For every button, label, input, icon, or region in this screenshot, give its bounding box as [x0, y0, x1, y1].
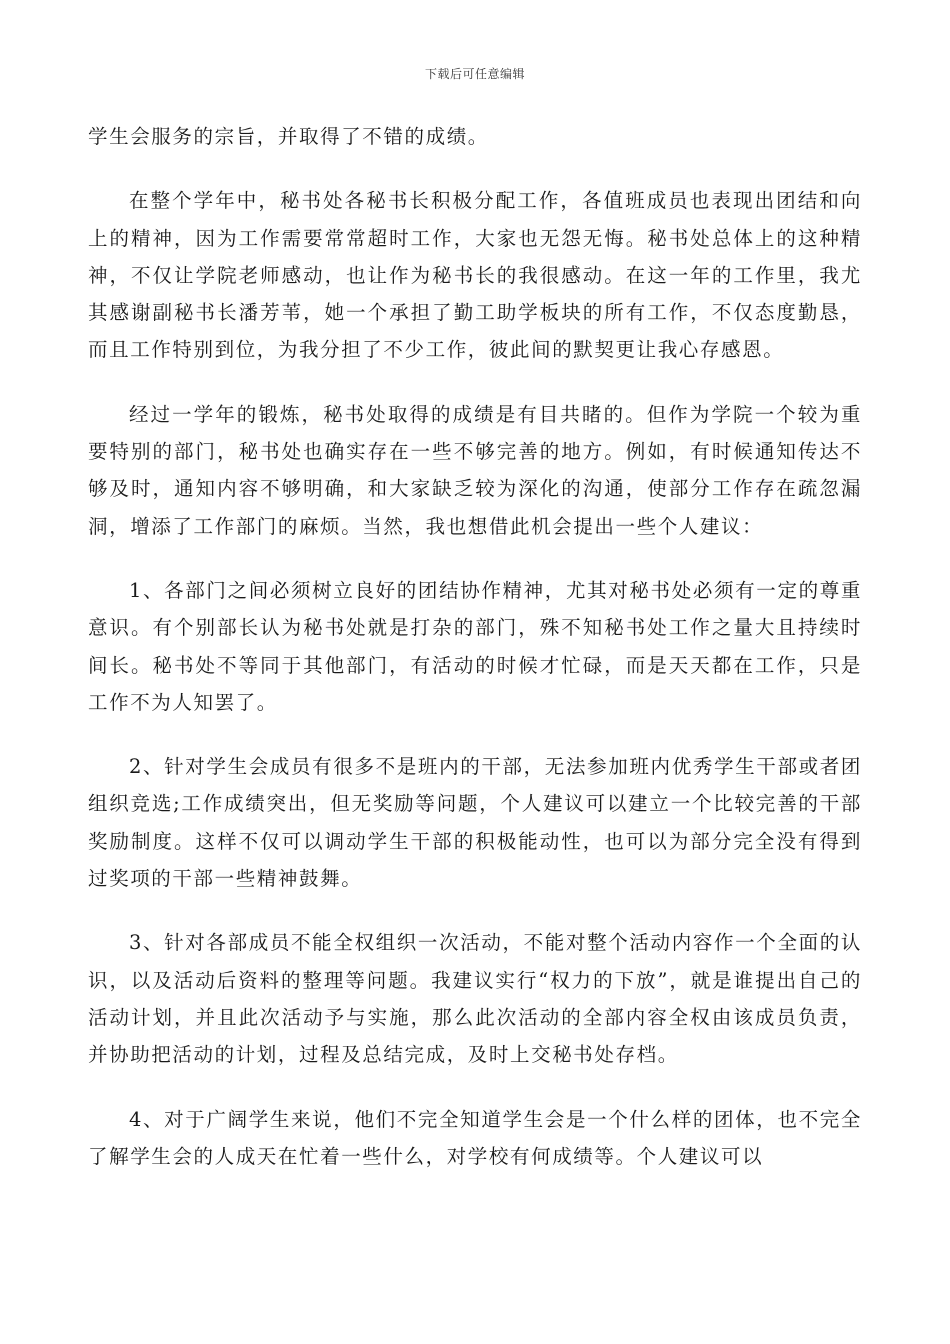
page-header: 下载后可任意编辑 — [424, 67, 525, 81]
document-body — [88, 118, 862, 1202]
paragraph-6: 3、针对各部成员不能全权组织一次活动，不能对整个活动内容作一个全面的认识，以及活动后资料的整理等问题。我建议实行“权力的下放”，就是谁提出自己的活动计划，并且此次活动予与实施，那么此次活动的全部内容全权由该成员负责，并协助把活动的计划，过程及总结完成，及时上交秘书处存档。 — [88, 931, 862, 1067]
paragraph-1: 学生会服务的宗旨，并取得了不错的成绩。 — [88, 125, 489, 148]
paragraph-7: 4、对于广阔学生来说，他们不完全知道学生会是一个什么样的团体，也不完全了解学生会的人成天在忙着一些什么，对学校有何成绩等。个人建议可以 — [88, 1107, 862, 1168]
paragraph-5: 2、针对学生会成员有很多不是班内的干部，无法参加班内优秀学生干部或者团组织竞选;工作成绩突出，但无奖励等问题，个人建议可以建立一个比较完善的干部奖励制度。这样不仅可以调动学生干部的积极能动性，也可以为部分完全没有得到过奖项的干部一些精神鼓舞。 — [88, 755, 862, 891]
paragraph-2: 在整个学年中，秘书处各秘书长积极分配工作，各值班成员也表现出团结和向上的精神，因为工作需要常常超时工作，大家也无怨无悔。秘书处总体上的这种精神，不仅让学院老师感动，也让作为秘书长的我很感动。在这一年的工作里，我尤其感谢副秘书长潘芳苇，她一个承担了勤工助学板块的所有工作，不仅态度勤恳，而且工作特别到位，为我分担了不少工作，彼此间的默契更让我心存感恩。 — [88, 189, 862, 362]
paragraph-4: 1、各部门之间必须树立良好的团结协作精神，尤其对秘书处必须有一定的尊重意识。有个别部长认为秘书处就是打杂的部门，殊不知秘书处工作之量大且持续时间长。秘书处不等同于其他部门，有活动的时候才忙碌，而是天天都在工作，只是工作不为人知罢了。 — [88, 578, 862, 714]
paragraph-3: 经过一学年的锻炼，秘书处取得的成绩是有目共睹的。但作为学院一个较为重要特别的部门，秘书处也确实存在一些不够完善的地方。例如，有时候通知传达不够及时，通知内容不够明确，和大家缺乏较为深化的沟通，使部分工作存在疏忽漏洞，增添了工作部门的麻烦。当然，我也想借此机会提出一些个人建议： — [88, 402, 862, 538]
